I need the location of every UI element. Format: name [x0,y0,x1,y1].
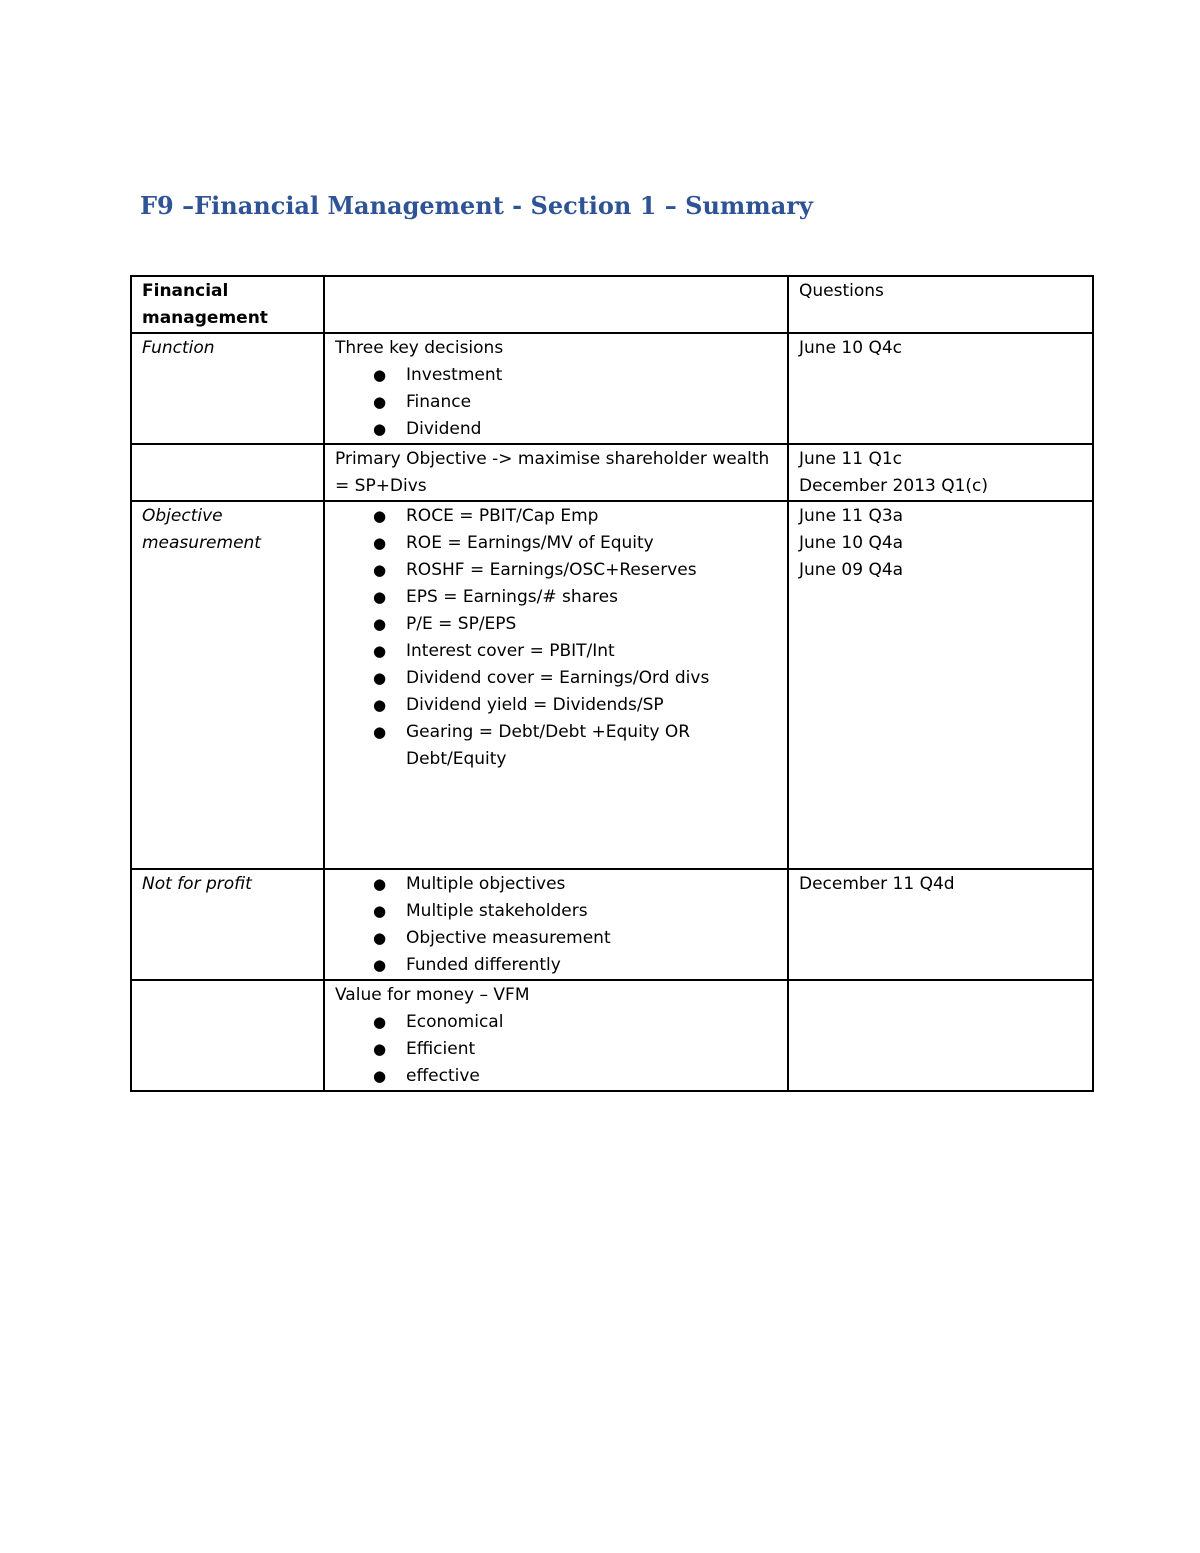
bullet-icon: ● [373,1067,387,1085]
row-details [324,980,788,1091]
bullet-icon: ● [373,507,387,525]
row-details [324,501,788,869]
bullet-icon: ● [373,696,387,714]
list-item: ● Investment [335,362,779,389]
list-item: ● Objective measurement [335,925,779,952]
table-row [131,980,1093,1091]
list-item: ● Finance [335,389,779,416]
bullet-icon: ● [373,561,387,579]
row-lead: Value for money – VFM [335,985,530,1005]
row-category [131,980,324,1091]
list-item: ● Dividend [335,416,779,443]
row-category [131,444,324,501]
bullet-list [335,362,779,443]
list-item: ● P/E = SP/EPS [335,611,779,638]
question-ref: June 09 Q4a [799,560,904,580]
list-item: ● Multiple objectives [335,871,779,898]
bullet-icon: ● [373,1040,387,1058]
bullet-icon: ● [373,929,387,947]
header-cell-topic: Financial management [131,276,324,333]
list-item: ● ROCE = PBIT/Cap Emp [335,503,779,530]
table-header-row [131,276,1093,333]
table-row [131,501,1093,869]
row-questions [788,444,1093,501]
list-item: ● Dividend yield = Dividends/SP [335,692,779,719]
header-cell-details [324,276,788,333]
question-ref: December 2013 Q1(c) [799,476,989,496]
bullet-icon: ● [373,723,387,741]
table-row [131,869,1093,980]
list-item: ● ROSHF = Earnings/OSC+Reserves [335,557,779,584]
list-item: ● Funded differently [335,952,779,979]
list-item: ● Multiple stakeholders [335,898,779,925]
row-details [324,869,788,980]
list-item: ● Efficient [335,1036,779,1063]
table-row [131,444,1093,501]
bullet-list [335,1009,779,1090]
bullet-icon: ● [373,902,387,920]
bullet-icon: ● [373,669,387,687]
row-questions [788,869,1093,980]
row-questions [788,501,1093,869]
bullet-icon: ● [373,534,387,552]
summary-table [130,275,1094,1092]
list-item: ● Economical [335,1009,779,1036]
row-details [324,333,788,444]
question-ref: June 11 Q1c [799,449,903,469]
bullet-list [335,871,779,979]
row-details [324,444,788,501]
row-questions [788,333,1093,444]
header-cell-questions: Questions [788,276,1093,333]
row-category: Function [131,333,324,444]
bullet-icon: ● [373,642,387,660]
bullet-list [335,503,779,773]
bullet-icon: ● [373,615,387,633]
page-title: F9 –Financial Management - Section 1 – Summary [140,191,813,220]
bullet-icon: ● [373,956,387,974]
list-item: ● Dividend cover = Earnings/Ord divs [335,665,779,692]
bullet-icon: ● [373,366,387,384]
row-lead: Primary Objective -> maximise shareholder wealth = SP+Divs [335,449,770,496]
question-ref: June 11 Q3a [799,506,904,526]
list-item: ● ROE = Earnings/MV of Equity [335,530,779,557]
bullet-icon: ● [373,393,387,411]
row-category: Not for profit [131,869,324,980]
bullet-icon: ● [373,875,387,893]
question-ref: June 10 Q4c [799,338,903,358]
row-questions [788,980,1093,1091]
list-item: ● Interest cover = PBIT/Int [335,638,779,665]
list-item: ● EPS = Earnings/# shares [335,584,779,611]
bullet-icon: ● [373,588,387,606]
bullet-icon: ● [373,420,387,438]
list-item: ● Gearing = Debt/Debt +Equity OR Debt/Equity [335,719,779,773]
bullet-icon: ● [373,1013,387,1031]
list-item: ● effective [335,1063,779,1090]
table-row [131,333,1093,444]
question-ref: December 11 Q4d [799,874,955,894]
row-lead: Three key decisions [335,338,504,358]
row-category: Objective measurement [131,501,324,869]
question-ref: June 10 Q4a [799,533,904,553]
